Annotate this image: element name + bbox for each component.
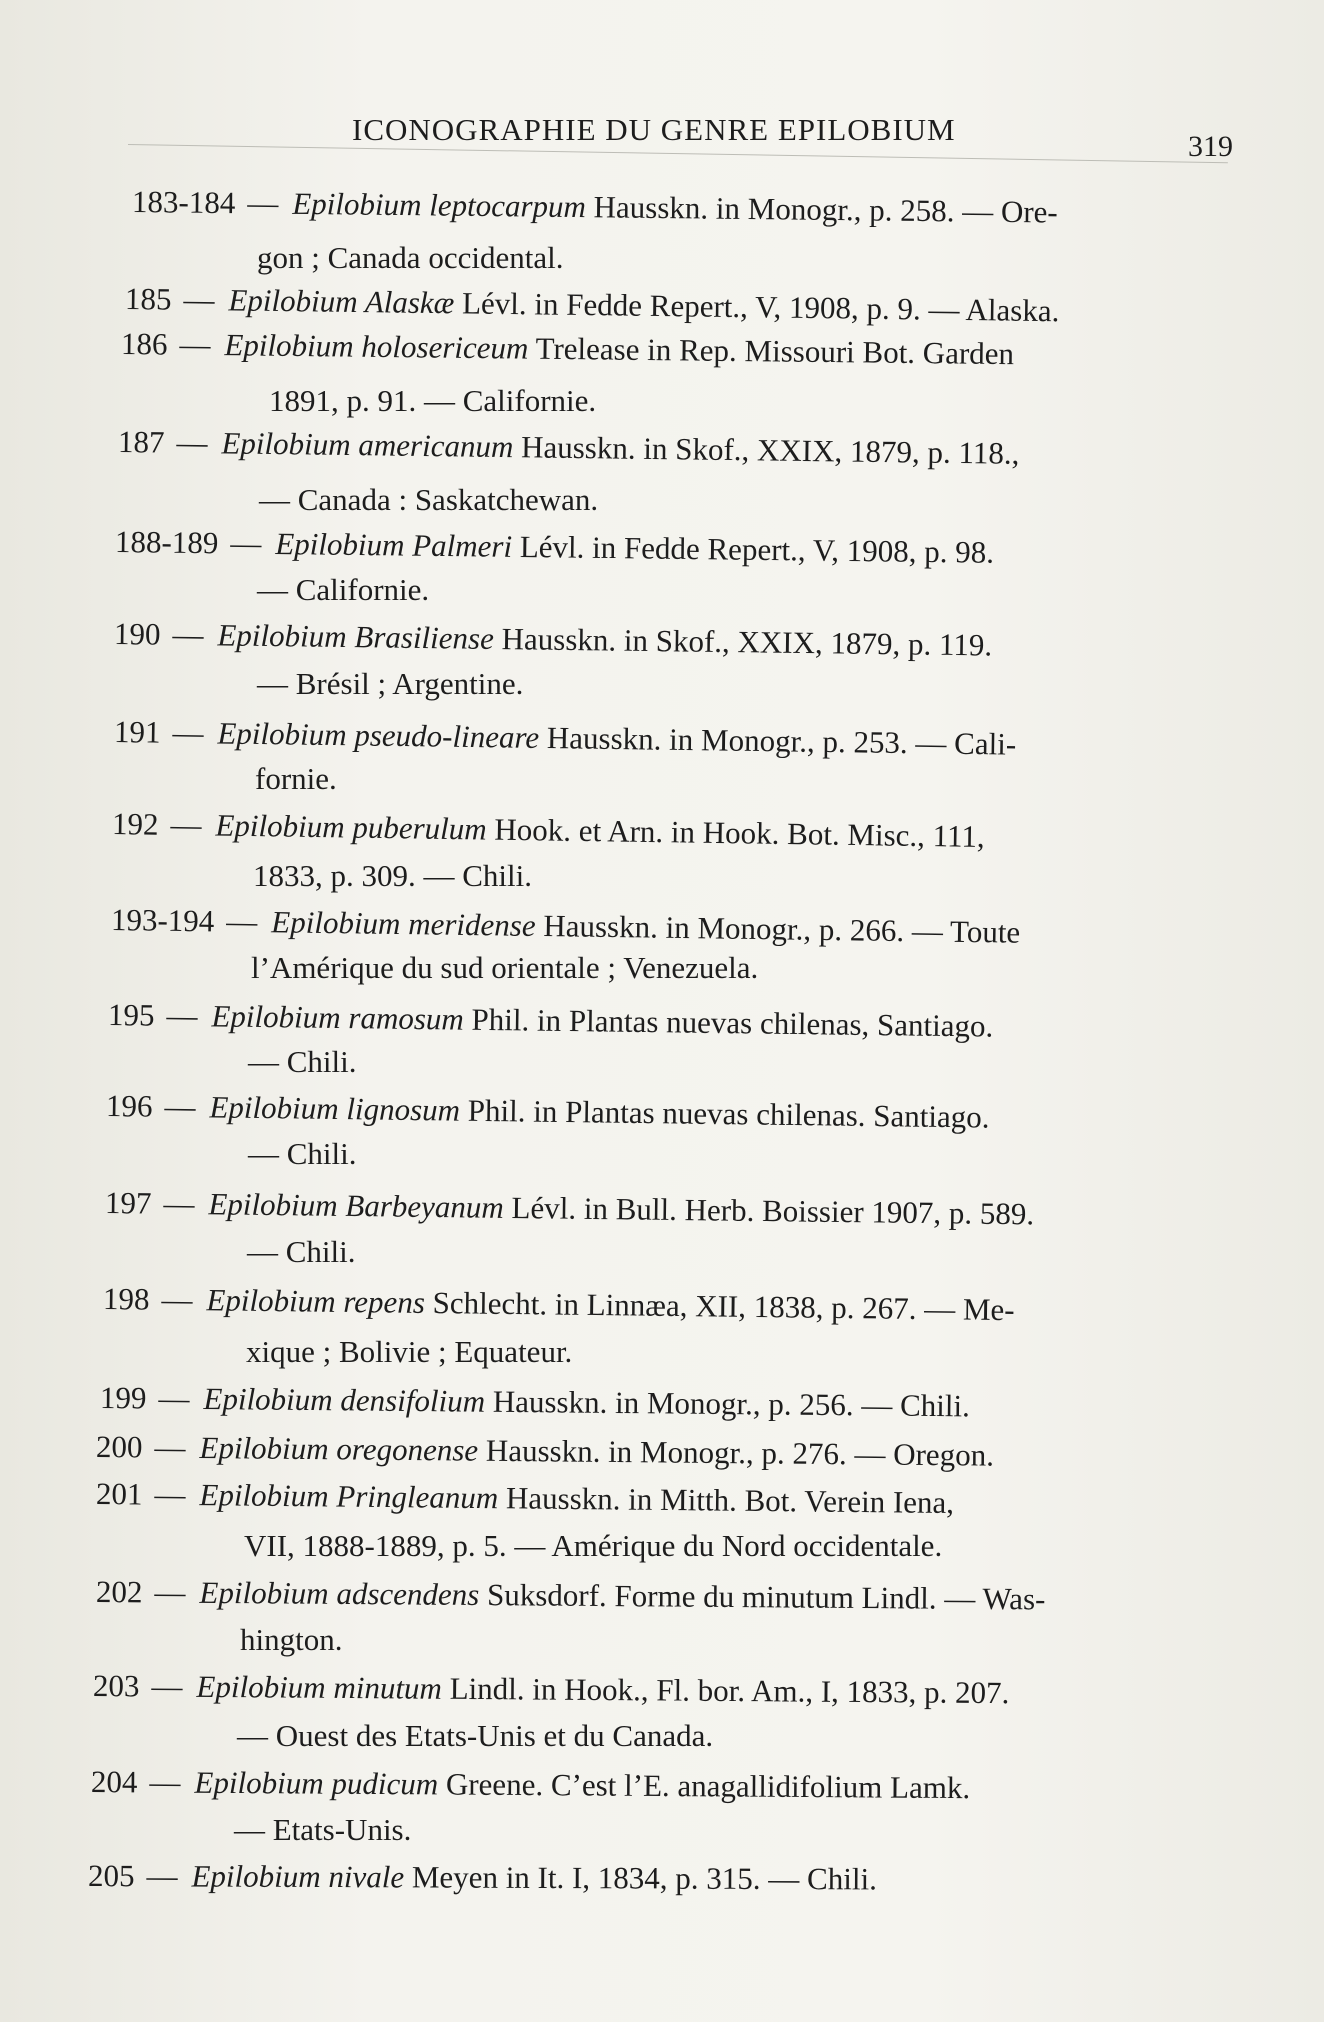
species-entry bbox=[0, 1187, 1324, 1283]
citation: Lévl. in Bull. Herb. Boissier 1907, p. 589. bbox=[511, 1189, 1035, 1232]
em-dash: — bbox=[170, 806, 202, 843]
entry-first-line bbox=[96, 1431, 994, 1471]
running-head: ICONOGRAPHIE DU GENRE EPILOBIUM bbox=[352, 112, 956, 147]
em-dash: — bbox=[146, 1858, 178, 1894]
citation: Hausskn. in Monogr., p. 276. — Oregon. bbox=[485, 1432, 995, 1473]
species-entry bbox=[0, 808, 1324, 904]
citation: Lévl. in Fedde Repert., V, 1908, p. 9. — Alaska. bbox=[461, 285, 1060, 329]
entry-first-line bbox=[120, 326, 1015, 372]
entry-first-line bbox=[115, 526, 994, 568]
species-entry bbox=[0, 618, 1324, 714]
entry-number: 198 bbox=[102, 1281, 150, 1317]
species-name: Epilobium pseudo-lineare bbox=[217, 715, 540, 755]
entry-first-line bbox=[99, 1380, 971, 1424]
entry-continuation: — Chili. bbox=[248, 1136, 357, 1171]
em-dash: — bbox=[161, 1281, 193, 1318]
species-entry bbox=[0, 186, 1324, 282]
entry-continuation: gon ; Canada occidental. bbox=[257, 240, 564, 275]
entry-first-line bbox=[92, 1668, 1010, 1711]
entry-first-line bbox=[114, 716, 1017, 760]
entry-number: 199 bbox=[99, 1380, 147, 1416]
entry-number: 188-189 bbox=[114, 524, 219, 561]
entry-first-line bbox=[104, 1185, 1035, 1232]
entry-number: 185 bbox=[124, 281, 172, 317]
citation: Meyen in It. I, 1834, p. 315. — Chili. bbox=[411, 1859, 877, 1897]
citation: Phil. in Plantas nuevas chilenas, Santiago. bbox=[471, 1001, 994, 1044]
entry-number: 183-184 bbox=[131, 184, 236, 221]
em-dash: — bbox=[247, 185, 279, 221]
species-entry bbox=[0, 526, 1324, 622]
entry-continuation: fornie. bbox=[255, 761, 337, 796]
species-name: Epilobium leptocarpum bbox=[292, 185, 587, 225]
species-entry bbox=[0, 1670, 1324, 1766]
entry-first-line bbox=[118, 426, 1020, 469]
species-entry bbox=[0, 1576, 1324, 1672]
entry-number: 200 bbox=[95, 1429, 143, 1465]
species-name: Epilobium pudicum bbox=[194, 1764, 439, 1802]
species-name: Epilobium Brasiliense bbox=[217, 617, 495, 656]
entry-continuation: — Canada : Saskatchewan. bbox=[259, 482, 599, 517]
species-name: Epilobium oregonense bbox=[199, 1429, 479, 1468]
entry-number: 204 bbox=[90, 1764, 138, 1800]
entry-first-line bbox=[108, 999, 994, 1042]
entry-first-line bbox=[124, 281, 1060, 329]
em-dash: — bbox=[151, 1668, 183, 1704]
em-dash: — bbox=[158, 1380, 190, 1416]
species-entry bbox=[0, 426, 1324, 522]
entry-continuation: — Chili. bbox=[247, 1234, 356, 1269]
citation: Hausskn. in Monogr., p. 253. — Cali- bbox=[546, 720, 1017, 762]
entry-first-line bbox=[132, 186, 1058, 228]
species-name: Epilobium lignosum bbox=[209, 1089, 461, 1128]
em-dash: — bbox=[230, 525, 262, 561]
entry-continuation: VII, 1888-1889, p. 5. — Amérique du Nord occidentale. bbox=[244, 1528, 943, 1563]
species-entry bbox=[0, 999, 1324, 1095]
species-name: Epilobium ramosum bbox=[211, 998, 465, 1037]
species-name: Epilobium minutum bbox=[196, 1668, 443, 1706]
em-dash: — bbox=[154, 1429, 186, 1465]
entry-number: 195 bbox=[107, 997, 155, 1033]
citation: Hook. et Arn. in Hook. Bot. Misc., 111, bbox=[494, 811, 985, 854]
entry-first-line bbox=[112, 808, 985, 852]
citation: Hausskn. in Monogr., p. 266. — Toute bbox=[543, 908, 1021, 950]
citation: Hausskn. in Monogr., p. 256. — Chili. bbox=[492, 1383, 971, 1424]
entry-number: 191 bbox=[113, 714, 161, 750]
species-entry bbox=[0, 716, 1324, 812]
entry-first-line bbox=[111, 904, 1021, 948]
entry-number: 203 bbox=[92, 1668, 140, 1704]
citation: Trelease in Rep. Missouri Bot. Garden bbox=[535, 330, 1015, 372]
species-name: Epilobium holosericeum bbox=[224, 327, 529, 366]
species-name: Epilobium Barbeyanum bbox=[208, 1186, 505, 1225]
page-number: 319 bbox=[1188, 130, 1233, 163]
citation: Phil. in Plantas nuevas chilenas. Santiago. bbox=[467, 1092, 990, 1135]
entry-number: 186 bbox=[120, 326, 168, 362]
entry-continuation: l’Amérique du sud orientale ; Venezuela. bbox=[251, 950, 759, 985]
citation: Greene. C’est l’E. anagallidifolium Lamk. bbox=[445, 1766, 971, 1806]
em-dash: — bbox=[166, 997, 198, 1034]
entry-number: 193-194 bbox=[110, 902, 215, 939]
citation: Hausskn. in Skof., XXIX, 1879, p. 118., bbox=[520, 429, 1020, 471]
species-name: Epilobium Alaskæ bbox=[228, 282, 455, 321]
citation: Lindl. in Hook., Fl. bor. Am., I, 1833, p. 207. bbox=[449, 1670, 1010, 1711]
em-dash: — bbox=[164, 1088, 196, 1125]
entry-continuation: — Californie. bbox=[257, 572, 430, 607]
entry-continuation: 1833, p. 309. — Chili. bbox=[253, 858, 533, 893]
em-dash: — bbox=[172, 714, 204, 751]
entry-number: 197 bbox=[104, 1185, 152, 1221]
entry-number: 205 bbox=[87, 1858, 135, 1894]
entry-continuation: — Chili. bbox=[248, 1044, 357, 1079]
em-dash: — bbox=[183, 281, 215, 318]
species-name: Epilobium adscendens bbox=[199, 1574, 480, 1613]
em-dash: — bbox=[154, 1476, 186, 1512]
entry-continuation: — Etats-Unis. bbox=[234, 1812, 412, 1847]
em-dash: — bbox=[149, 1764, 181, 1800]
citation: Hausskn. in Monogr., p. 258. — Ore- bbox=[593, 189, 1058, 230]
species-entry bbox=[0, 904, 1324, 1000]
citation: Hausskn. in Mitth. Bot. Verein Iena, bbox=[505, 1480, 955, 1520]
entry-first-line bbox=[90, 1764, 971, 1806]
entry-first-line bbox=[113, 616, 993, 663]
species-entry bbox=[0, 328, 1324, 424]
species-name: Epilobium Palmeri bbox=[275, 525, 513, 564]
species-entry bbox=[0, 1478, 1324, 1574]
entry-continuation: — Ouest des Etats-Unis et du Canada. bbox=[237, 1718, 714, 1753]
entry-number: 187 bbox=[117, 424, 165, 460]
entry-number: 196 bbox=[105, 1088, 153, 1124]
species-name: Epilobium meridense bbox=[271, 904, 536, 943]
species-entry bbox=[0, 1766, 1324, 1862]
em-dash: — bbox=[176, 424, 208, 461]
entry-first-line bbox=[95, 1574, 1046, 1617]
entry-first-line bbox=[106, 1090, 990, 1133]
citation: Schlecht. in Linnæa, XII, 1838, p. 267. — Me- bbox=[432, 1285, 1015, 1328]
entry-continuation: 1891, p. 91. — Californie. bbox=[269, 383, 597, 418]
entry-number: 190 bbox=[113, 616, 161, 652]
species-entry bbox=[0, 1283, 1324, 1379]
entry-continuation: hington. bbox=[240, 1622, 343, 1657]
entry-first-line bbox=[96, 1478, 954, 1518]
entry-first-line bbox=[87, 1858, 877, 1897]
em-dash: — bbox=[163, 1185, 195, 1222]
species-name: Epilobium Pringleanum bbox=[199, 1477, 499, 1516]
entry-first-line bbox=[102, 1281, 1015, 1328]
species-entry bbox=[0, 1860, 1324, 1956]
entry-continuation: xique ; Bolivie ; Equateur. bbox=[246, 1334, 573, 1369]
species-name: Epilobium repens bbox=[206, 1282, 426, 1320]
em-dash: — bbox=[154, 1574, 186, 1610]
entry-number: 201 bbox=[95, 1476, 143, 1512]
em-dash: — bbox=[172, 616, 204, 653]
species-name: Epilobium americanum bbox=[221, 425, 514, 465]
species-entry bbox=[0, 1090, 1324, 1186]
species-name: Epilobium nivale bbox=[191, 1858, 405, 1895]
em-dash: — bbox=[179, 326, 211, 363]
species-name: Epilobium puberulum bbox=[215, 807, 487, 847]
citation: Suksdorf. Forme du minutum Lindl. — Was- bbox=[486, 1577, 1046, 1617]
entry-number: 202 bbox=[95, 1574, 143, 1610]
em-dash: — bbox=[226, 903, 258, 940]
citation: Hausskn. in Skof., XXIX, 1879, p. 119. bbox=[501, 621, 993, 663]
citation: Lévl. in Fedde Repert., V, 1908, p. 98. bbox=[519, 528, 995, 570]
species-name: Epilobium densifolium bbox=[203, 1380, 486, 1419]
entry-number: 192 bbox=[111, 806, 159, 842]
entry-continuation: — Brésil ; Argentine. bbox=[257, 666, 524, 701]
